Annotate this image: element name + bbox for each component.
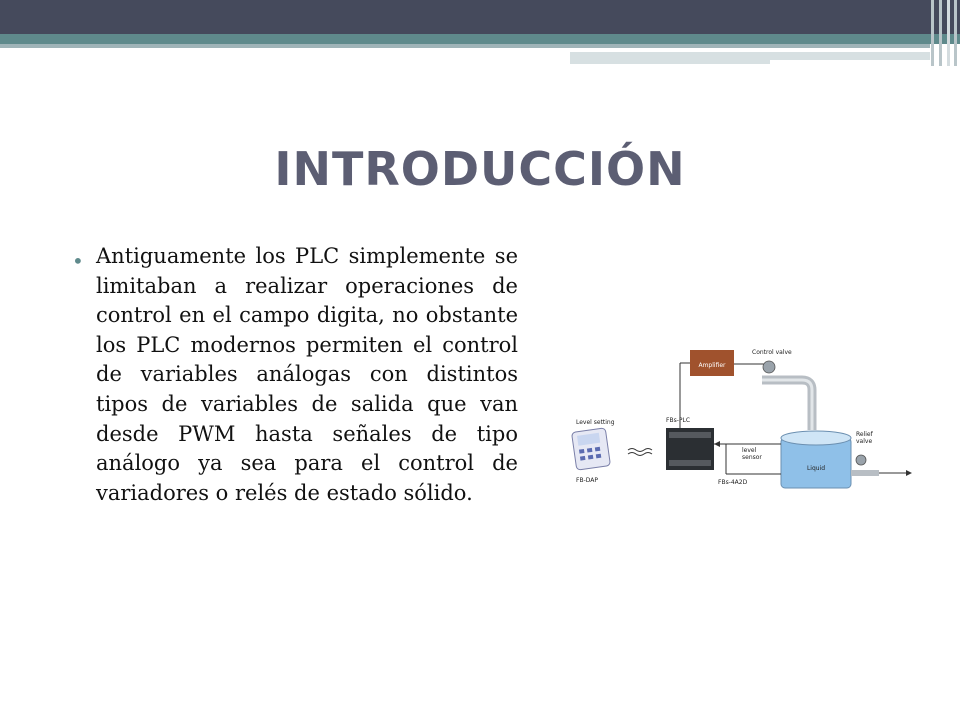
control-valve-icon: [763, 361, 775, 373]
level-sensor-label-1: level: [742, 447, 757, 454]
level-setting-label: Level setting: [576, 419, 615, 426]
module-label: FBs-4A2D: [718, 479, 748, 486]
bullet-marker: •: [72, 249, 84, 273]
liquid-label: Liquid: [806, 465, 826, 472]
amplifier-label: Amplifier: [698, 362, 726, 369]
header-bar: [0, 0, 960, 34]
relief-valve-icon: [856, 455, 866, 465]
level-sensor-label-2: sensor: [742, 454, 762, 461]
control-valve-label: Control valve: [752, 349, 792, 356]
plc-control-diagram: [566, 340, 916, 510]
bullet-text: Antiguamente los PLC simplemente se limitaban a realizar operaciones de control en el campo digita, no obstante los PLC modernos permiten el control de variables análogas con distintos tipos de variables de salida que van desde PWM hasta señales de tipo análogo ya sea para el control de variadores o relés de estado sólido.: [96, 244, 518, 505]
link-wave-icon: [628, 449, 652, 452]
plc-label: FBs-PLC: [666, 417, 691, 424]
header-stripe: [0, 34, 960, 44]
relief-valve-label-1: Relief: [856, 431, 873, 438]
header-stripe-white-2: [770, 60, 930, 64]
slide-title: INTRODUCCIÓN: [274, 142, 686, 196]
relief-valve-label-2: valve: [856, 438, 873, 445]
header-vertical-lines: [930, 0, 960, 66]
pipe: [762, 380, 812, 430]
dap-label: FB-DAP: [576, 477, 598, 484]
